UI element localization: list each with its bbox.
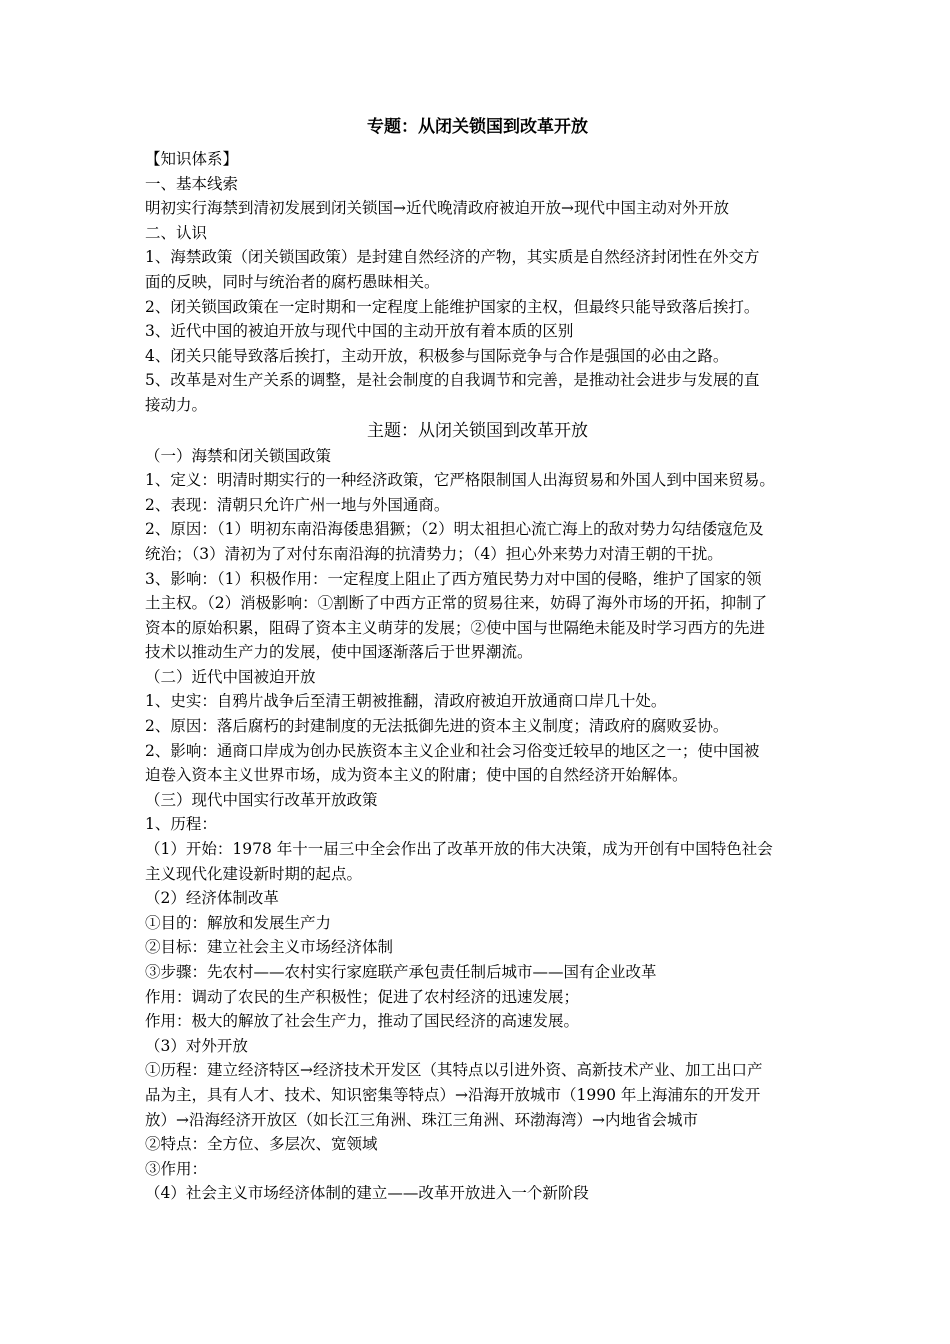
text-line: 3、近代中国的被迫开放与现代中国的主动开放有着本质的区别 xyxy=(145,322,574,341)
main-content-section xyxy=(145,444,810,1206)
text-line: 作用：调动了农民的生产积极性；促进了农村经济的迅速发展； xyxy=(145,987,580,1006)
text-line: 土主权。（2）消极影响：①割断了中西方正常的贸易往来，妨碍了海外市场的开拓，抑制了 xyxy=(145,594,768,613)
text-line: 技术以推动生产力的发展，使中国逐渐落后于世界潮流。 xyxy=(145,643,533,662)
section-subtitle: 主题：从闭关锁国到改革开放 xyxy=(367,420,588,441)
knowledge-system-section xyxy=(145,147,810,418)
text-line: 5、改革是对生产关系的调整，是社会制度的自我调节和完善，是推动社会进步与发展的直 xyxy=(145,371,760,390)
text-line: 1、定义：明清时期实行的一种经济政策，它严格限制国人出海贸易和外国人到中国来贸易。 xyxy=(145,471,775,490)
text-line: （4）社会主义市场经济体制的建立——改革开放进入一个新阶段 xyxy=(145,1184,589,1203)
document-title: 专题：从闭关锁国到改革开放 xyxy=(367,117,588,137)
text-line: 1、海禁政策（闭关锁国政策）是封建自然经济的产物，其实质是自然经济封闭性在外交方 xyxy=(145,248,760,267)
text-line: 统治；（3）清初为了对付东南沿海的抗清势力；（4）担心外来势力对清王朝的干扰。 xyxy=(145,544,723,563)
text-line: 2、原因：落后腐朽的封建制度的无法抵御先进的资本主义制度；清政府的腐败妥协。 xyxy=(145,717,729,736)
text-line: 主义现代化建设新时期的起点。 xyxy=(145,864,363,883)
text-line: 品为主，具有人才、技术、知识密集等特点）→沿海开放城市（1990 年上海浦东的开发开 xyxy=(145,1085,761,1104)
text-line: ①历程：建立经济特区→经济技术开发区（其特点以引进外资、高新技术产业、加工出口产 xyxy=(145,1061,763,1080)
text-line: 接动力。 xyxy=(145,395,208,414)
text-line: 3、影响：（1）积极作用：一定程度上阻止了西方殖民势力对中国的侵略，维护了国家的领 xyxy=(145,569,762,588)
text-line: ①目的：解放和发展生产力 xyxy=(145,913,332,932)
text-line: （2）经济体制改革 xyxy=(145,889,279,908)
text-line: 2、表现：清朝只允许广州一地与外国通商。 xyxy=(145,495,450,514)
text-line: 作用：极大的解放了社会生产力，推动了国民经济的高速发展。 xyxy=(145,1012,580,1031)
text-line: 1、史实：自鸦片战争后至清王朝被推翻，清政府被迫开放通商口岸几十处。 xyxy=(145,692,667,711)
text-line: 【知识体系】 xyxy=(145,150,239,168)
text-line: （一）海禁和闭关锁国政策 xyxy=(145,446,332,465)
text-line: 4、闭关只能导致落后挨打，主动开放，积极参与国际竞争与合作是强国的必由之路。 xyxy=(145,346,729,365)
text-line: （三）现代中国实行改革开放政策 xyxy=(145,790,378,809)
text-line: ②目标：建立社会主义市场经济体制 xyxy=(145,938,394,957)
text-line: 二、认识 xyxy=(145,223,208,242)
text-line: 2、影响：通商口岸成为创办民族资本主义企业和社会习俗变迁较早的地区之一；使中国被 xyxy=(145,741,760,760)
document-page xyxy=(145,113,810,1206)
text-line: ③步骤：先农村——农村实行家庭联产承包责任制后城市——国有企业改革 xyxy=(145,963,657,981)
text-line: ②特点：全方位、多层次、宽领域 xyxy=(145,1135,378,1154)
text-line: （1）开始：1978 年十一届三中全会作出了改革开放的伟大决策，成为开创有中国特色社会 xyxy=(145,840,773,859)
text-line: 面的反映，同时与统治者的腐朽愚昧相关。 xyxy=(145,272,440,291)
text-line: 资本的原始积累，阻碍了资本主义萌芽的发展；②使中国与世隔绝未能及时学习西方的先进 xyxy=(145,618,766,637)
text-line: 放）→沿海经济开放区（如长江三角洲、珠江三角洲、环渤海湾）→内地省会城市 xyxy=(145,1110,698,1129)
text-line: （二）近代中国被迫开放 xyxy=(145,667,316,686)
text-line: 明初实行海禁到清初发展到闭关锁国→近代晚清政府被迫开放→现代中国主动对外开放 xyxy=(145,199,729,218)
text-line: （3）对外开放 xyxy=(145,1036,248,1055)
text-line: ③作用： xyxy=(145,1159,208,1178)
text-line: 一、基本线索 xyxy=(145,174,239,193)
text-line: 2、闭关锁国政策在一定时期和一定程度上能维护国家的主权，但最终只能导致落后挨打。 xyxy=(145,297,760,316)
text-line: 2、原因：（1）明初东南沿海倭患猖獗；（2）明太祖担心流亡海上的敌对势力勾结倭寇危及 xyxy=(145,520,764,539)
text-line: 1、历程： xyxy=(145,815,217,834)
text-line: 迫卷入资本主义世界市场，成为资本主义的附庸；使中国的自然经济开始解体。 xyxy=(145,766,688,785)
